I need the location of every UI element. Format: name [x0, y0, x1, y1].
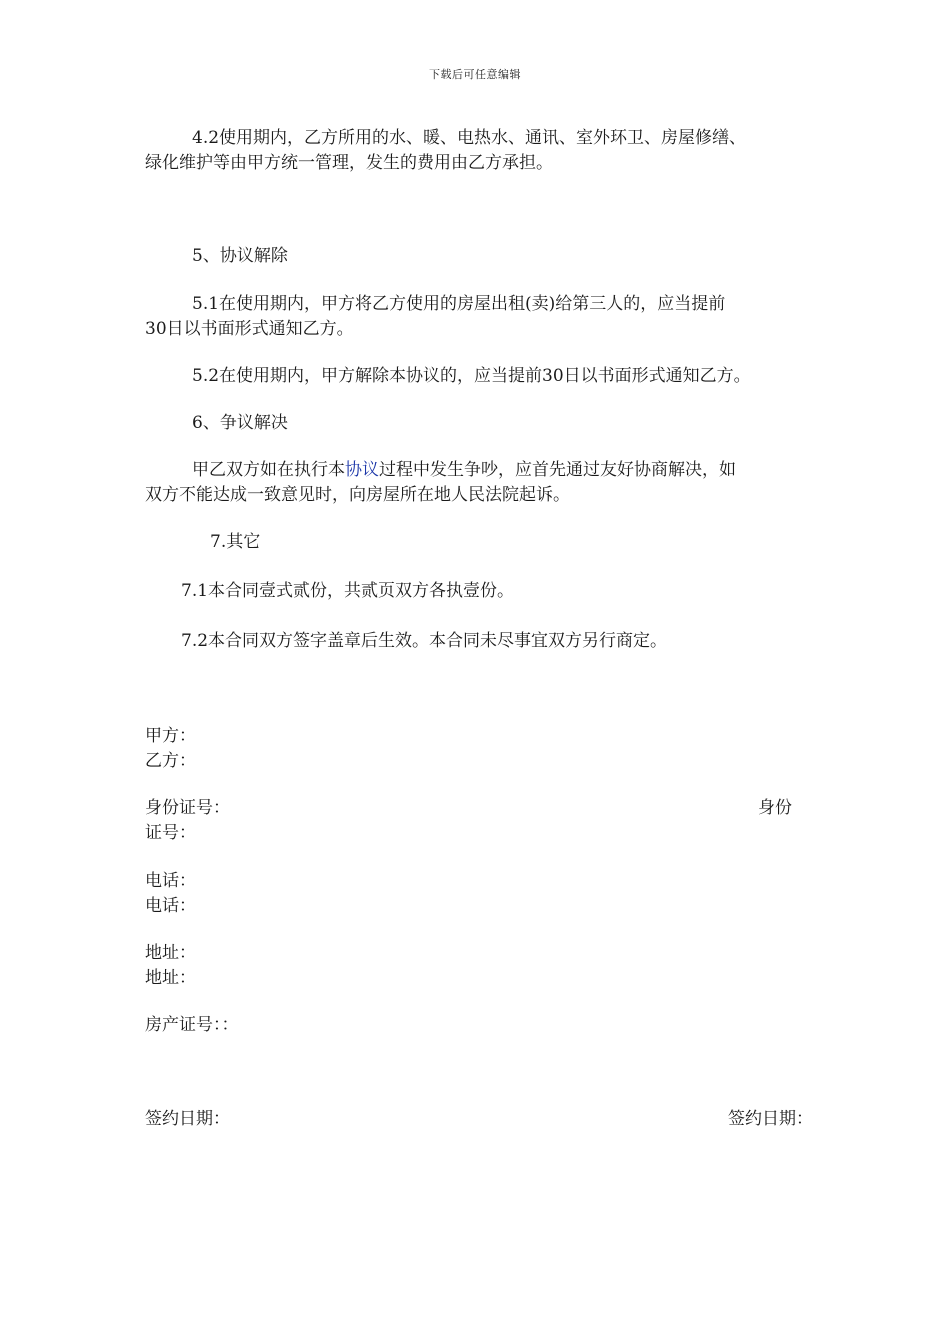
address-label-a: 地址：: [145, 943, 196, 963]
dispute-text-before: 甲乙双方如在执行本: [192, 460, 345, 480]
property-cert-label: 房产证号：：: [145, 1015, 239, 1035]
page-header: 下载后可任意编辑: [429, 68, 521, 81]
clause-4-2-line2: 绿化维护等由甲方统一管理，发生的费用由乙方承担。: [145, 153, 553, 173]
id-number-label-b-part2: 证号：: [145, 823, 196, 843]
clause-5-1-line1: 5.1在使用期内，甲方将乙方使用的房屋出租(卖)给第三人的，应当提前: [192, 294, 726, 314]
id-number-label-b-part1: 身份: [758, 798, 792, 818]
dispute-text-after: 过程中发生争吵，应首先通过友好协商解决，如: [379, 460, 736, 480]
clause-7-2: 7.2本合同双方签字盖章后生效。本合同未尽事宜双方另行商定。: [181, 631, 668, 651]
clause-7-1: 7.1本合同壹式贰份，共贰页双方各执壹份。: [181, 581, 515, 601]
clause-5-2: 5.2在使用期内，甲方解除本协议的，应当提前30日以书面形式通知乙方。: [192, 366, 751, 386]
dispute-line1: [192, 458, 736, 482]
id-number-label-a: 身份证号：: [145, 798, 230, 818]
sign-date-label-a: 签约日期：: [145, 1109, 230, 1129]
section-7-heading: 7.其它: [210, 532, 261, 552]
agreement-link[interactable]: 协议: [345, 460, 379, 480]
sign-date-label-b: 签约日期：: [728, 1109, 813, 1129]
section-6-heading: 6、争议解决: [192, 413, 288, 433]
party-b-label: 乙方：: [145, 751, 196, 771]
address-label-b: 地址：: [145, 968, 196, 988]
dispute-line2: 双方不能达成一致意见时，向房屋所在地人民法院起诉。: [145, 485, 570, 505]
clause-5-1-line2: 30日以书面形式通知乙方。: [145, 319, 354, 339]
phone-label-a: 电话：: [145, 871, 196, 891]
clause-4-2-line1: 4.2使用期内，乙方所用的水、暖、电热水、通讯、室外环卫、房屋修缮、: [192, 128, 747, 148]
phone-label-b: 电话：: [145, 896, 196, 916]
section-5-heading: 5、协议解除: [192, 246, 288, 266]
party-a-label: 甲方：: [145, 726, 196, 746]
